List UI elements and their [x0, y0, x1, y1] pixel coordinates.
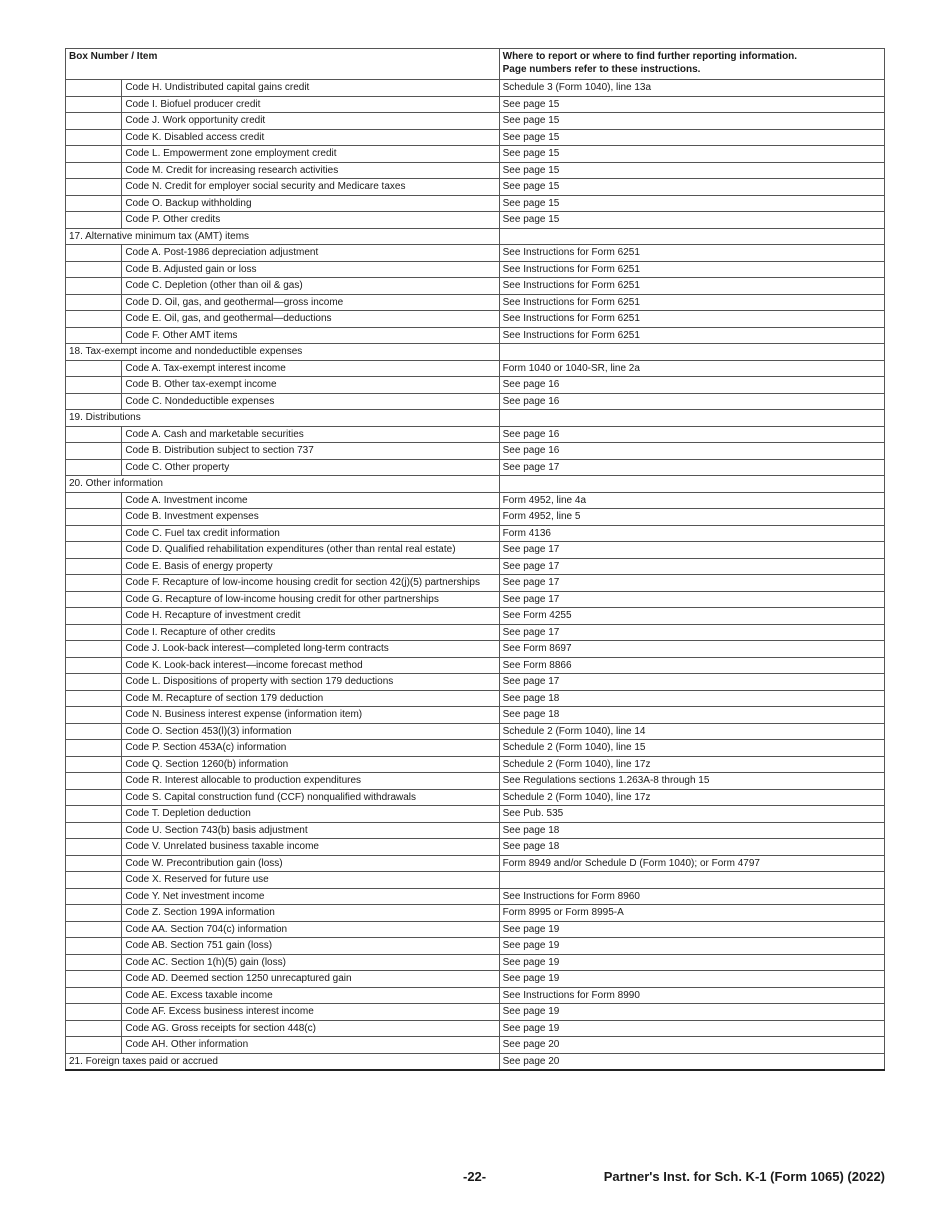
- where-to-report: See page 20: [499, 1037, 884, 1054]
- indent-cell: [66, 707, 122, 724]
- code-row: [66, 839, 885, 856]
- indent-cell: [66, 261, 122, 278]
- code-row: [66, 756, 885, 773]
- code-row: [66, 905, 885, 922]
- indent-cell: [66, 723, 122, 740]
- header-where-line2: Page numbers refer to these instructions.: [502, 64, 701, 75]
- indent-cell: [66, 954, 122, 971]
- indent-cell: [66, 987, 122, 1004]
- where-to-report: See page 15: [499, 129, 884, 146]
- code-row: [66, 162, 885, 179]
- code-item: Code P. Section 453A(c) information: [122, 740, 499, 757]
- where-to-report: See Instructions for Form 6251: [499, 245, 884, 262]
- indent-cell: [66, 674, 122, 691]
- code-row: [66, 740, 885, 757]
- code-item: Code O. Section 453(l)(3) information: [122, 723, 499, 740]
- indent-cell: [66, 162, 122, 179]
- document-title: Partner's Inst. for Sch. K-1 (Form 1065) (2022): [603, 1169, 885, 1184]
- code-row: [66, 129, 885, 146]
- code-item: Code M. Credit for increasing research activities: [122, 162, 499, 179]
- code-row: [66, 723, 885, 740]
- code-item: Code AH. Other information: [122, 1037, 499, 1054]
- box-row: [66, 1053, 885, 1070]
- where-to-report: See Regulations sections 1.263A-8 through 15: [499, 773, 884, 790]
- where-to-report: See page 18: [499, 839, 884, 856]
- code-row: [66, 459, 885, 476]
- code-row: [66, 938, 885, 955]
- indent-cell: [66, 921, 122, 938]
- where-to-report: See Instructions for Form 6251: [499, 311, 884, 328]
- code-item: Code E. Basis of energy property: [122, 558, 499, 575]
- indent-cell: [66, 806, 122, 823]
- indent-cell: [66, 756, 122, 773]
- code-item: Code Q. Section 1260(b) information: [122, 756, 499, 773]
- code-row: [66, 525, 885, 542]
- code-row: [66, 1004, 885, 1021]
- indent-cell: [66, 591, 122, 608]
- code-item: Code M. Recapture of section 179 deduction: [122, 690, 499, 707]
- indent-cell: [66, 971, 122, 988]
- indent-cell: [66, 426, 122, 443]
- code-item: Code C. Nondeductible expenses: [122, 393, 499, 410]
- indent-cell: [66, 311, 122, 328]
- code-item: Code AA. Section 704(c) information: [122, 921, 499, 938]
- where-to-report: See Instructions for Form 6251: [499, 327, 884, 344]
- code-row: [66, 657, 885, 674]
- where-to-report: See page 15: [499, 113, 884, 130]
- where-to-report: See page 17: [499, 459, 884, 476]
- code-row: [66, 261, 885, 278]
- code-item: Code AG. Gross receipts for section 448(c): [122, 1020, 499, 1037]
- where-to-report: See Form 8697: [499, 641, 884, 658]
- indent-cell: [66, 294, 122, 311]
- code-row: [66, 707, 885, 724]
- where-to-report: See page 20: [499, 1053, 884, 1070]
- indent-cell: [66, 80, 122, 97]
- code-item: Code F. Other AMT items: [122, 327, 499, 344]
- where-to-report: See page 16: [499, 443, 884, 460]
- code-row: [66, 179, 885, 196]
- where-to-report: Form 8995 or Form 8995-A: [499, 905, 884, 922]
- indent-cell: [66, 245, 122, 262]
- code-item: Code I. Biofuel producer credit: [122, 96, 499, 113]
- code-item: Code AE. Excess taxable income: [122, 987, 499, 1004]
- code-row: [66, 195, 885, 212]
- reporting-table: [65, 48, 885, 1071]
- code-item: Code R. Interest allocable to production expenditures: [122, 773, 499, 790]
- code-row: [66, 113, 885, 130]
- where-to-report: See page 15: [499, 162, 884, 179]
- code-row: [66, 1020, 885, 1037]
- indent-cell: [66, 822, 122, 839]
- indent-cell: [66, 608, 122, 625]
- where-to-report: Schedule 2 (Form 1040), line 14: [499, 723, 884, 740]
- indent-cell: [66, 146, 122, 163]
- code-row: [66, 492, 885, 509]
- indent-cell: [66, 641, 122, 658]
- indent-cell: [66, 575, 122, 592]
- code-item: Code E. Oil, gas, and geothermal—deductions: [122, 311, 499, 328]
- code-row: [66, 542, 885, 559]
- where-to-report: Form 1040 or 1040-SR, line 2a: [499, 360, 884, 377]
- code-row: [66, 674, 885, 691]
- code-item: Code K. Look-back interest—income forecast method: [122, 657, 499, 674]
- code-row: [66, 641, 885, 658]
- where-to-report: See page 19: [499, 971, 884, 988]
- indent-cell: [66, 657, 122, 674]
- code-row: [66, 987, 885, 1004]
- code-row: [66, 1037, 885, 1054]
- code-item: Code U. Section 743(b) basis adjustment: [122, 822, 499, 839]
- code-row: [66, 96, 885, 113]
- code-item: Code AC. Section 1(h)(5) gain (loss): [122, 954, 499, 971]
- indent-cell: [66, 278, 122, 295]
- where-to-report: See page 19: [499, 938, 884, 955]
- page-number: -22-: [463, 1169, 487, 1184]
- code-item: Code D. Oil, gas, and geothermal—gross income: [122, 294, 499, 311]
- code-item: Code G. Recapture of low-income housing credit for other partnerships: [122, 591, 499, 608]
- indent-cell: [66, 525, 122, 542]
- where-to-report: See page 16: [499, 377, 884, 394]
- where-to-report: See page 17: [499, 542, 884, 559]
- code-row: [66, 591, 885, 608]
- where-to-report: See page 18: [499, 822, 884, 839]
- where-to-report: See page 15: [499, 212, 884, 229]
- indent-cell: [66, 509, 122, 526]
- header-where-line1: Where to report or where to find further reporting information.: [502, 51, 798, 62]
- code-item: Code L. Dispositions of property with section 179 deductions: [122, 674, 499, 691]
- where-to-report: [499, 872, 884, 889]
- indent-cell: [66, 855, 122, 872]
- box-row: [66, 228, 885, 245]
- indent-cell: [66, 179, 122, 196]
- where-to-report: See page 19: [499, 1020, 884, 1037]
- indent-cell: [66, 740, 122, 757]
- code-row: [66, 558, 885, 575]
- code-row: [66, 773, 885, 790]
- where-to-report: See Instructions for Form 6251: [499, 261, 884, 278]
- indent-cell: [66, 839, 122, 856]
- where-to-report: See page 15: [499, 96, 884, 113]
- where-to-report: See page 17: [499, 575, 884, 592]
- code-item: Code C. Fuel tax credit information: [122, 525, 499, 542]
- where-to-report: See page 17: [499, 624, 884, 641]
- code-row: [66, 80, 885, 97]
- indent-cell: [66, 113, 122, 130]
- where-to-report: Form 4952, line 5: [499, 509, 884, 526]
- indent-cell: [66, 872, 122, 889]
- code-item: Code B. Other tax-exempt income: [122, 377, 499, 394]
- where-to-report: See Form 4255: [499, 608, 884, 625]
- header-box-number-item: Box Number / Item: [66, 49, 500, 80]
- code-row: [66, 377, 885, 394]
- indent-cell: [66, 393, 122, 410]
- code-item: Code J. Look-back interest—completed long-term contracts: [122, 641, 499, 658]
- code-item: Code L. Empowerment zone employment credit: [122, 146, 499, 163]
- code-item: Code Z. Section 199A information: [122, 905, 499, 922]
- code-row: [66, 921, 885, 938]
- code-row: [66, 443, 885, 460]
- box-item: 19. Distributions: [66, 410, 500, 427]
- where-to-report: Schedule 2 (Form 1040), line 17z: [499, 789, 884, 806]
- indent-cell: [66, 327, 122, 344]
- code-item: Code H. Recapture of investment credit: [122, 608, 499, 625]
- where-to-report: Form 4136: [499, 525, 884, 542]
- indent-cell: [66, 888, 122, 905]
- code-item: Code F. Recapture of low-income housing credit for section 42(j)(5) partnerships: [122, 575, 499, 592]
- code-item: Code C. Other property: [122, 459, 499, 476]
- code-item: Code T. Depletion deduction: [122, 806, 499, 823]
- where-to-report: Form 8949 and/or Schedule D (Form 1040); or Form 4797: [499, 855, 884, 872]
- where-to-report: [499, 228, 884, 245]
- code-row: [66, 608, 885, 625]
- indent-cell: [66, 1037, 122, 1054]
- table-header-row: [66, 49, 885, 80]
- where-to-report: Form 4952, line 4a: [499, 492, 884, 509]
- box-item: 18. Tax-exempt income and nondeductible expenses: [66, 344, 500, 361]
- table-body: [66, 80, 885, 1071]
- where-to-report: [499, 344, 884, 361]
- indent-cell: [66, 789, 122, 806]
- where-to-report: See Instructions for Form 6251: [499, 278, 884, 295]
- where-to-report: See page 19: [499, 921, 884, 938]
- where-to-report: Schedule 3 (Form 1040), line 13a: [499, 80, 884, 97]
- indent-cell: [66, 905, 122, 922]
- code-item: Code B. Adjusted gain or loss: [122, 261, 499, 278]
- header-where-to-report: [499, 49, 884, 80]
- code-row: [66, 888, 885, 905]
- code-row: [66, 822, 885, 839]
- box-item: 20. Other information: [66, 476, 500, 493]
- indent-cell: [66, 938, 122, 955]
- indent-cell: [66, 558, 122, 575]
- indent-cell: [66, 690, 122, 707]
- indent-cell: [66, 96, 122, 113]
- indent-cell: [66, 624, 122, 641]
- where-to-report: [499, 410, 884, 427]
- where-to-report: See page 15: [499, 179, 884, 196]
- code-item: Code W. Precontribution gain (loss): [122, 855, 499, 872]
- where-to-report: See page 18: [499, 690, 884, 707]
- box-row: [66, 476, 885, 493]
- code-row: [66, 212, 885, 229]
- code-item: Code A. Investment income: [122, 492, 499, 509]
- where-to-report: See Instructions for Form 8960: [499, 888, 884, 905]
- indent-cell: [66, 542, 122, 559]
- code-row: [66, 690, 885, 707]
- where-to-report: See Instructions for Form 6251: [499, 294, 884, 311]
- box-row: [66, 410, 885, 427]
- where-to-report: See Pub. 535: [499, 806, 884, 823]
- code-item: Code K. Disabled access credit: [122, 129, 499, 146]
- code-row: [66, 575, 885, 592]
- indent-cell: [66, 443, 122, 460]
- code-row: [66, 294, 885, 311]
- code-row: [66, 393, 885, 410]
- code-item: Code A. Tax-exempt interest income: [122, 360, 499, 377]
- code-item: Code J. Work opportunity credit: [122, 113, 499, 130]
- code-row: [66, 327, 885, 344]
- code-item: Code N. Business interest expense (information item): [122, 707, 499, 724]
- code-item: Code X. Reserved for future use: [122, 872, 499, 889]
- code-row: [66, 146, 885, 163]
- code-item: Code N. Credit for employer social security and Medicare taxes: [122, 179, 499, 196]
- code-item: Code V. Unrelated business taxable income: [122, 839, 499, 856]
- indent-cell: [66, 1004, 122, 1021]
- box-item: 17. Alternative minimum tax (AMT) items: [66, 228, 500, 245]
- indent-cell: [66, 1020, 122, 1037]
- where-to-report: See page 19: [499, 954, 884, 971]
- code-item: Code I. Recapture of other credits: [122, 624, 499, 641]
- where-to-report: See page 15: [499, 195, 884, 212]
- code-row: [66, 789, 885, 806]
- where-to-report: See page 17: [499, 558, 884, 575]
- code-row: [66, 245, 885, 262]
- code-item: Code O. Backup withholding: [122, 195, 499, 212]
- code-item: Code AB. Section 751 gain (loss): [122, 938, 499, 955]
- where-to-report: Schedule 2 (Form 1040), line 17z: [499, 756, 884, 773]
- code-item: Code AD. Deemed section 1250 unrecaptured gain: [122, 971, 499, 988]
- code-row: [66, 954, 885, 971]
- indent-cell: [66, 773, 122, 790]
- code-item: Code B. Distribution subject to section 737: [122, 443, 499, 460]
- code-item: Code C. Depletion (other than oil & gas): [122, 278, 499, 295]
- code-item: Code H. Undistributed capital gains credit: [122, 80, 499, 97]
- where-to-report: See page 16: [499, 426, 884, 443]
- indent-cell: [66, 360, 122, 377]
- code-item: Code D. Qualified rehabilitation expenditures (other than rental real estate): [122, 542, 499, 559]
- code-item: Code Y. Net investment income: [122, 888, 499, 905]
- code-item: Code B. Investment expenses: [122, 509, 499, 526]
- code-item: Code S. Capital construction fund (CCF) nonqualified withdrawals: [122, 789, 499, 806]
- where-to-report: See Form 8866: [499, 657, 884, 674]
- where-to-report: See page 17: [499, 591, 884, 608]
- where-to-report: See page 16: [499, 393, 884, 410]
- code-item: Code A. Post-1986 depreciation adjustment: [122, 245, 499, 262]
- where-to-report: See page 18: [499, 707, 884, 724]
- where-to-report: Schedule 2 (Form 1040), line 15: [499, 740, 884, 757]
- code-item: Code P. Other credits: [122, 212, 499, 229]
- code-row: [66, 426, 885, 443]
- where-to-report: [499, 476, 884, 493]
- box-row: [66, 344, 885, 361]
- indent-cell: [66, 195, 122, 212]
- where-to-report: See page 15: [499, 146, 884, 163]
- code-row: [66, 509, 885, 526]
- box-item: 21. Foreign taxes paid or accrued: [66, 1053, 500, 1070]
- indent-cell: [66, 377, 122, 394]
- where-to-report: See Instructions for Form 8990: [499, 987, 884, 1004]
- code-row: [66, 806, 885, 823]
- code-item: Code A. Cash and marketable securities: [122, 426, 499, 443]
- indent-cell: [66, 492, 122, 509]
- code-row: [66, 971, 885, 988]
- indent-cell: [66, 212, 122, 229]
- code-row: [66, 278, 885, 295]
- where-to-report: See page 19: [499, 1004, 884, 1021]
- code-row: [66, 360, 885, 377]
- indent-cell: [66, 459, 122, 476]
- where-to-report: See page 17: [499, 674, 884, 691]
- code-item: Code AF. Excess business interest income: [122, 1004, 499, 1021]
- code-row: [66, 311, 885, 328]
- code-row: [66, 872, 885, 889]
- code-row: [66, 624, 885, 641]
- indent-cell: [66, 129, 122, 146]
- code-row: [66, 855, 885, 872]
